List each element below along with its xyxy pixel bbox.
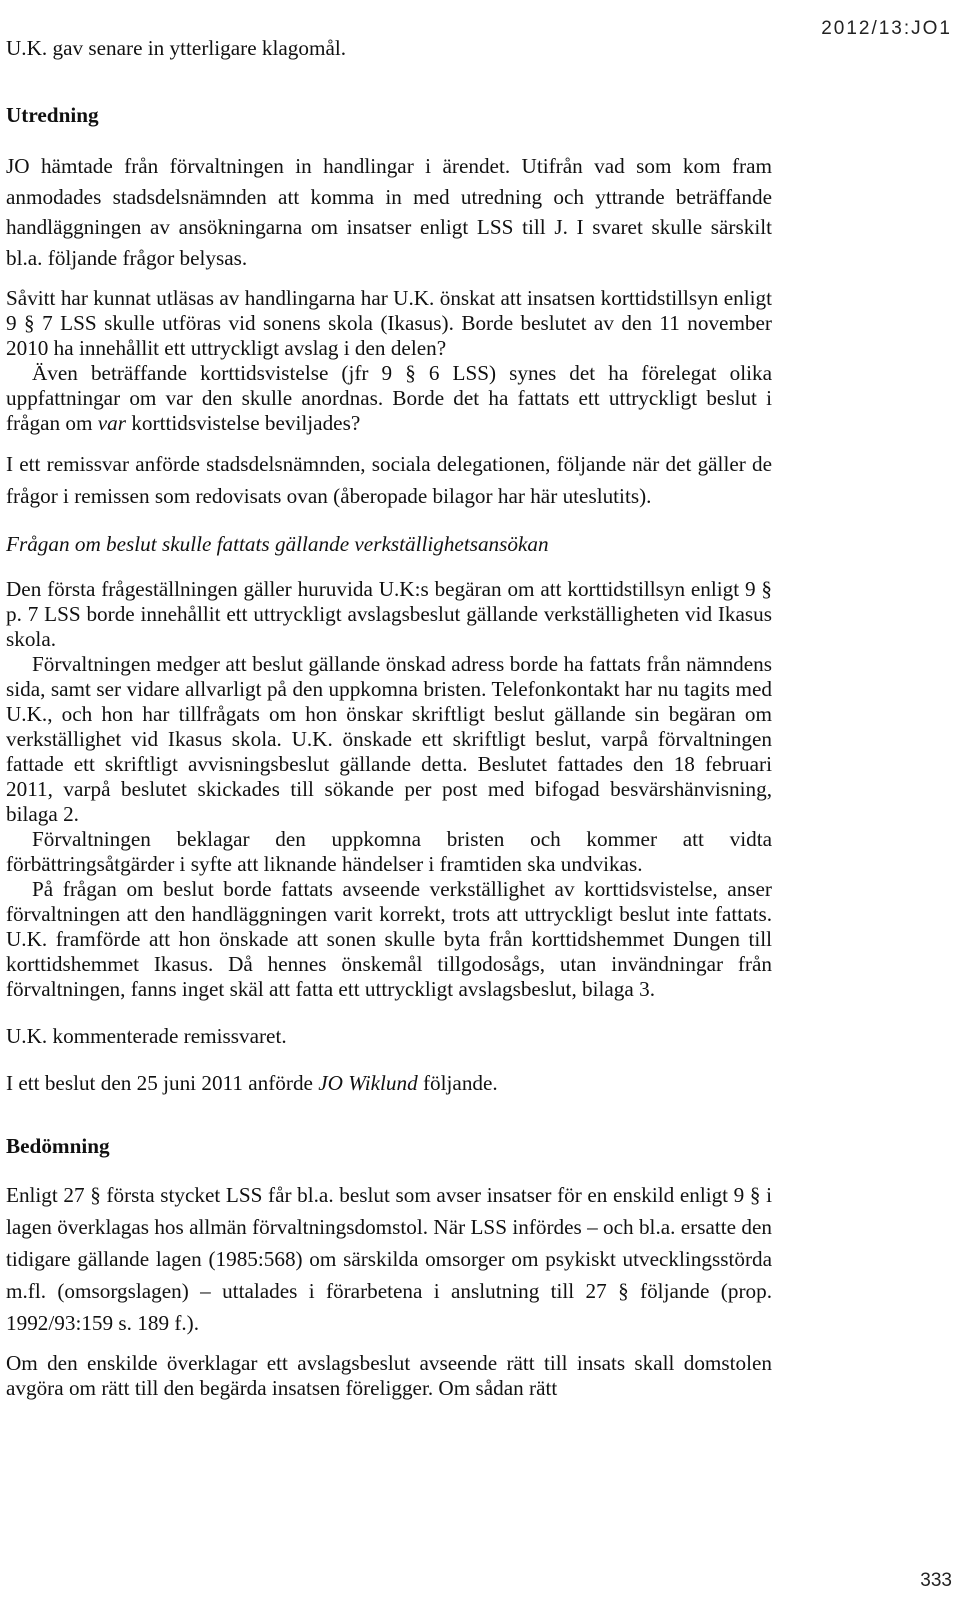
section-heading-bedomning: Bedömning bbox=[6, 1134, 110, 1158]
utredning-paragraph-2: Såvitt har kunnat utläsas av handlingarna har U.K. önskat att insatsen korttidstillsyn enligt 9 § 7 LSS skulle utföras vid sonens skola (Ikasus). Borde beslutet av den 11 november 2010 ha innehållit ett uttryckligt avslag i den delen? bbox=[6, 286, 772, 360]
kommentar-paragraph: U.K. kommenterade remissvaret. bbox=[6, 1024, 287, 1048]
remissvar-paragraph-3: Förvaltningen beklagar den uppkomna bristen och kommer att vidta förbättringsåtgärder i syfte att liknande händelser i framtiden ska undvikas. bbox=[6, 827, 772, 876]
remissvar-paragraph-1: Den första frågeställningen gäller huruvida U.K:s begäran om att korttidstillsyn enligt 9 § p. 7 LSS borde innehållit ett uttryckligt avslagsbeslut gällande verkställigheten vid Ikasus skola. bbox=[6, 577, 772, 651]
section-heading-utredning: Utredning bbox=[6, 103, 99, 127]
document-body bbox=[6, 36, 772, 1401]
bedomning-paragraph-2: Om den enskilde överklagar ett avslagsbeslut avseende rätt till insats skall domstolen avgöra om rätt till den begärda insatsen föreligger. Om sådan rätt bbox=[6, 1351, 772, 1400]
beslut-paragraph: I ett beslut den 25 juni 2011 anförde JO Wiklund följande. bbox=[6, 1071, 498, 1095]
bedomning-paragraph-1: Enligt 27 § första stycket LSS får bl.a. beslut som avser insatser för en enskild enligt 9 § i lagen överklagas hos allmän förvaltningsdomstol. När LSS infördes – och bl.a. ersatte den tidigare gällande lagen (1985:568) om särskilda omsorger om psykiskt utvecklingsstörda m.fl. (omsorgslagen) – uttalades i förarbetena i anslutning till 27 § följande (prop. 1992/93:159 s. 189 f.). bbox=[6, 1183, 772, 1335]
remissvar-subheading: Frågan om beslut skulle fattats gällande verkställighetsansökan bbox=[6, 532, 549, 556]
utredning-paragraph-3: Även beträffande korttidsvistelse (jfr 9 § 6 LSS) synes det ha förelegat olika uppfattningar om var den skulle anordnas. Borde det ha fattats ett uttryckligt beslut i frågan om var korttidsvistelse beviljades? bbox=[6, 361, 772, 435]
utredning-paragraph-4: I ett remissvar anförde stadsdelsnämnden, sociala delegationen, följande när det gäller de frågor i remissen som redovisats ovan (åberopade bilagor har här uteslutits). bbox=[6, 452, 772, 508]
utredning-paragraph-1: JO hämtade från förvaltningen in handlingar i ärendet. Utifrån vad som kom fram anmodades stadsdelsnämnden att komma in med utredning och yttrande beträffande handläggningen av ansökningarna om insatser enligt LSS till J. I svaret skulle särskilt bl.a. följande frågor belysas. bbox=[6, 154, 772, 270]
intro-paragraph: U.K. gav senare in ytterligare klagomål. bbox=[6, 36, 347, 60]
page-number: 333 bbox=[920, 1570, 952, 1591]
remissvar-paragraph-4: På frågan om beslut borde fattats avseende verkställighet av korttidsvistelse, anser förvaltningen att den handläggningen varit korrekt, trots att uttryckligt beslut inte fattats. U.K. framförde att hon önskade att sonen skulle byta från korttidshemmet Dungen till korttidshemmet Ikasus. Då hennes önskemål tillgodosågs, utan invändningar från förvaltningen, fanns inget skäl att fatta ett uttryckligt avslagsbeslut, bilaga 3. bbox=[6, 877, 772, 1001]
remissvar-paragraph-2: Förvaltningen medger att beslut gällande önskad adress borde ha fattats från nämndens sida, samt ser vidare allvarligt på den uppkomna bristen. Telefonkontakt har nu tagits med U.K., och hon har tillfrågats om hon önskar skriftligt beslut gällande sin begäran om verkställighet vid Ikasus skola. U.K. önskade ett skriftligt beslut, varpå förvaltningen fattade ett skriftligt avvisningsbeslut gällande detta. Beslutet fattades den 18 februari 2011, varpå beslutet skickades till sökande per post med bifogad besvärshänvisning, bilaga 2. bbox=[6, 652, 772, 826]
document-id: 2012/13:JO1 bbox=[821, 18, 952, 39]
